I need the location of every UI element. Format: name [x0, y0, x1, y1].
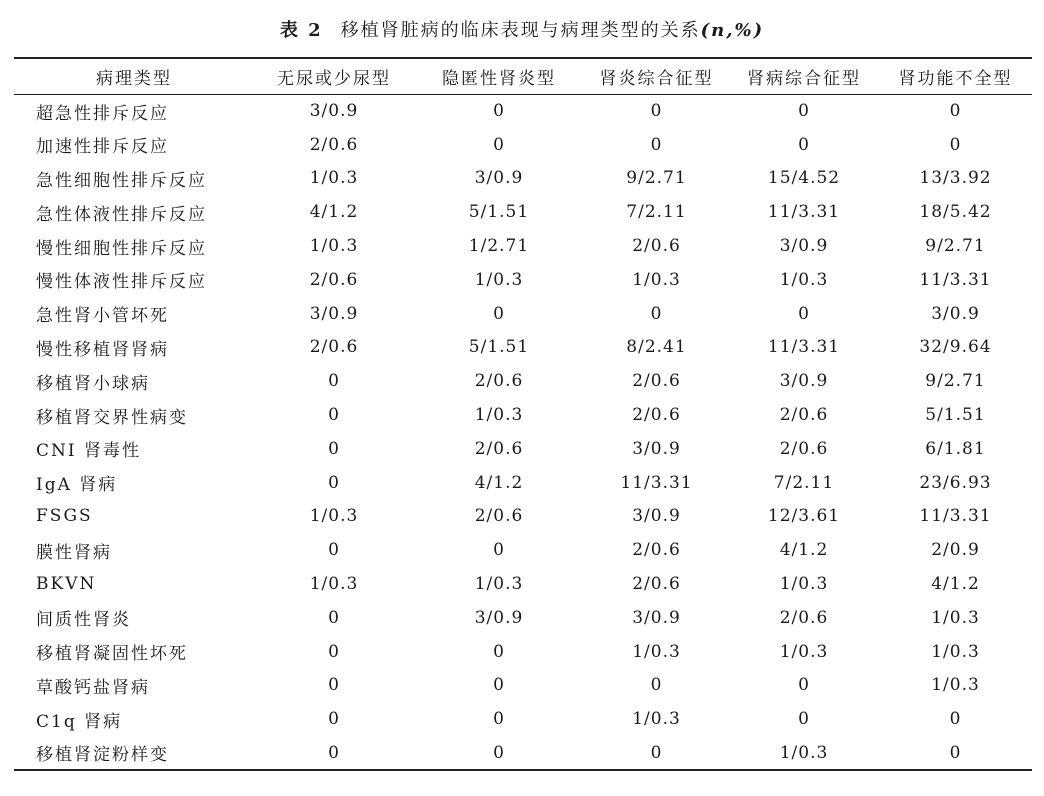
- table-cell: 3/0.9: [474, 168, 524, 189]
- table-cell: 0: [798, 675, 810, 696]
- table-cell: 3/0.9: [931, 303, 980, 324]
- row-label: FSGS: [36, 506, 93, 527]
- table-cell: 1/0.3: [779, 641, 829, 662]
- table-cell: 9/2.71: [925, 371, 986, 392]
- table-cell: 1/0.3: [474, 574, 524, 595]
- table-row: [14, 128, 1032, 162]
- table-cell: 0: [493, 134, 505, 155]
- table-cell: 0: [949, 101, 962, 122]
- table-row: [14, 567, 1032, 601]
- table-cell: 8/2.41: [626, 337, 687, 358]
- table-cell: 3/0.9: [779, 236, 829, 257]
- table-title: 移植肾脏病的临床表现与病理类型的关系: [340, 20, 701, 41]
- row-label: BKVN: [36, 574, 97, 595]
- table-cell: 0: [493, 641, 505, 662]
- header-cell: 肾功能不全型: [879, 58, 1032, 94]
- table-cell: 3/0.9: [632, 607, 681, 628]
- row-label: 移植肾淀粉样变: [14, 736, 254, 770]
- table-cell: 0: [798, 709, 810, 730]
- table-cell: 2/0.6: [474, 506, 524, 527]
- table-cell: 0: [493, 101, 505, 122]
- table-cell: 11/3.31: [919, 506, 992, 527]
- table-cell: 0: [328, 371, 340, 392]
- table-row: [14, 195, 1032, 229]
- header-cell: 肾炎综合征型: [584, 58, 729, 94]
- table-cell: 2/0.6: [309, 337, 359, 358]
- table-cell: 1/0.3: [309, 236, 359, 257]
- table-cell: 0: [328, 675, 340, 696]
- table-cell: 2/0.6: [474, 438, 524, 459]
- table-cell: 4/1.2: [931, 574, 980, 595]
- table-cell: 4/1.2: [309, 202, 359, 223]
- table-cell: 2/0.9: [931, 540, 980, 561]
- row-label: 间质性肾炎: [36, 610, 131, 631]
- table-cell: 1/0.3: [632, 709, 681, 730]
- table-cell: 1/0.3: [779, 574, 829, 595]
- row-label: 急性体液性排斥反应: [36, 204, 207, 225]
- table-cell: 0: [493, 675, 505, 696]
- table-row: [14, 398, 1032, 432]
- table-cell: 0: [328, 607, 340, 628]
- header-cell: 肾病综合征型: [729, 58, 879, 94]
- table-cell: 9/2.71: [925, 236, 986, 257]
- table-cell: 1/0.3: [931, 607, 980, 628]
- table-cell: 2/0.6: [632, 236, 681, 257]
- row-label: IgA 肾病: [36, 475, 118, 496]
- table-cell: 0: [879, 736, 1032, 770]
- table-cell: 1/0.3: [309, 506, 359, 527]
- table-cell: 0: [414, 736, 584, 770]
- table-cell: 2/0.6: [309, 134, 359, 155]
- table-cell: 5/1.51: [468, 202, 530, 223]
- table-row: [14, 331, 1032, 365]
- table-cell: 2/0.6: [632, 540, 681, 561]
- table-number: 表 2: [279, 20, 323, 41]
- row-label: 慢性移植肾肾病: [36, 339, 169, 360]
- table-cell: 15/4.52: [767, 168, 841, 189]
- table-cell: 2/0.6: [309, 269, 359, 290]
- row-label: 慢性体液性排斥反应: [36, 272, 207, 293]
- header-cell: 病理类型: [14, 58, 254, 94]
- table-cell: 12/3.61: [767, 506, 841, 527]
- table-cell: 0: [493, 709, 505, 730]
- table-cell: 13/3.92: [919, 168, 992, 189]
- row-label: 超急性排斥反应: [36, 103, 169, 124]
- table-cell: 2/0.6: [632, 405, 681, 426]
- header-cell: 无尿或少尿型: [254, 58, 414, 94]
- row-label: 加速性排斥反应: [36, 137, 169, 158]
- table-cell: 0: [328, 438, 340, 459]
- table-cell: 2/0.6: [779, 607, 829, 628]
- table-cell: 11/3.31: [620, 472, 693, 493]
- table-row: [14, 162, 1032, 196]
- row-label: 移植肾交界性病变: [36, 407, 188, 428]
- row-label: C1q 肾病: [36, 711, 123, 732]
- table-cell: 11/3.31: [767, 202, 841, 223]
- table-row: [14, 297, 1032, 331]
- table-cell: 0: [328, 641, 340, 662]
- table-cell: 6/1.81: [925, 438, 986, 459]
- table-cell: 2/0.6: [632, 574, 681, 595]
- table-cell: 1/0.3: [474, 405, 524, 426]
- table-cell: 0: [798, 134, 810, 155]
- table-row: [14, 601, 1032, 635]
- row-label: 膜性肾病: [36, 542, 112, 563]
- table-row: [14, 229, 1032, 263]
- table-cell: 1/0.3: [779, 269, 829, 290]
- header-row: [14, 58, 1032, 94]
- table-cell: 2/0.6: [779, 405, 829, 426]
- table-cell: 1/0.3: [632, 641, 681, 662]
- table-cell: 0: [949, 709, 962, 730]
- row-label: CNI 肾毒性: [36, 441, 142, 462]
- table-cell: 11/3.31: [919, 269, 992, 290]
- table-cell: 1/0.3: [309, 574, 359, 595]
- table-cell: 0: [328, 709, 340, 730]
- table-cell: 7/2.11: [626, 202, 687, 223]
- table-row: [14, 702, 1032, 736]
- header-cell: 隐匿性肾炎型: [414, 58, 584, 94]
- table-cell: 7/2.11: [773, 472, 835, 493]
- table-row: [14, 669, 1032, 703]
- table-cell: 0: [328, 405, 340, 426]
- row-label: 草酸钙盐肾病: [36, 677, 150, 698]
- table-row: [14, 466, 1032, 500]
- row-label: 急性细胞性排斥反应: [36, 170, 207, 191]
- table-cell: 1/0.3: [931, 675, 980, 696]
- table-cell: 4/1.2: [779, 540, 829, 561]
- table-cell: 1/0.3: [632, 269, 681, 290]
- table-cell: 18/5.42: [919, 202, 992, 223]
- table-cell: 3/0.9: [474, 607, 524, 628]
- table-cell: 0: [493, 303, 505, 324]
- table-cell: 4/1.2: [474, 472, 524, 493]
- table-cell: 3/0.9: [309, 303, 359, 324]
- table-cell: 5/1.51: [925, 405, 986, 426]
- table-cell: 3/0.9: [632, 438, 681, 459]
- table-row: [14, 364, 1032, 398]
- table-row: [14, 533, 1032, 567]
- table-cell: 0: [798, 303, 810, 324]
- table-cell: 3/0.9: [309, 101, 359, 122]
- table-cell: 0: [328, 540, 340, 561]
- table-cell: 1/0.3: [729, 736, 879, 770]
- table-row: [14, 736, 1032, 770]
- table-cell: 0: [328, 472, 340, 493]
- table-cell: 5/1.51: [468, 337, 530, 358]
- table-row: [14, 635, 1032, 669]
- row-label: 急性肾小管坏死: [36, 306, 169, 327]
- table-cell: 2/0.6: [632, 371, 681, 392]
- row-label: 移植肾小球病: [36, 373, 150, 394]
- table-cell: 1/0.3: [309, 168, 359, 189]
- table-row: [14, 94, 1032, 128]
- table-row: [14, 500, 1032, 534]
- data-table: [14, 57, 1032, 771]
- table-cell: 0: [798, 101, 810, 122]
- table-cell: 0: [949, 134, 962, 155]
- table-cell: 3/0.9: [632, 506, 681, 527]
- row-label: 移植肾凝固性坏死: [36, 644, 188, 665]
- table-cell: 9/2.71: [626, 168, 687, 189]
- table-cell: 11/3.31: [767, 337, 841, 358]
- table-row: [14, 263, 1032, 297]
- table-cell: 32/9.64: [919, 337, 992, 358]
- table-cell: 23/6.93: [919, 472, 992, 493]
- table-cell: 2/0.6: [474, 371, 524, 392]
- table-cell: 0: [650, 134, 663, 155]
- table-cell: 0: [254, 736, 414, 770]
- table-cell: 0: [584, 736, 729, 770]
- table-cell: 0: [493, 540, 505, 561]
- row-label: 慢性细胞性排斥反应: [36, 238, 207, 259]
- table-stat-notation: (n,%): [700, 20, 765, 41]
- table-body: [14, 94, 1032, 770]
- table-cell: 1/2.71: [468, 236, 530, 257]
- table-cell: 1/0.3: [931, 641, 980, 662]
- table-row: [14, 432, 1032, 466]
- table-cell: 0: [650, 101, 663, 122]
- table-caption: [0, 16, 1044, 42]
- table-cell: 1/0.3: [474, 269, 524, 290]
- table-cell: 0: [650, 303, 663, 324]
- table-cell: 2/0.6: [779, 438, 829, 459]
- table-cell: 3/0.9: [779, 371, 829, 392]
- table-cell: 0: [650, 675, 663, 696]
